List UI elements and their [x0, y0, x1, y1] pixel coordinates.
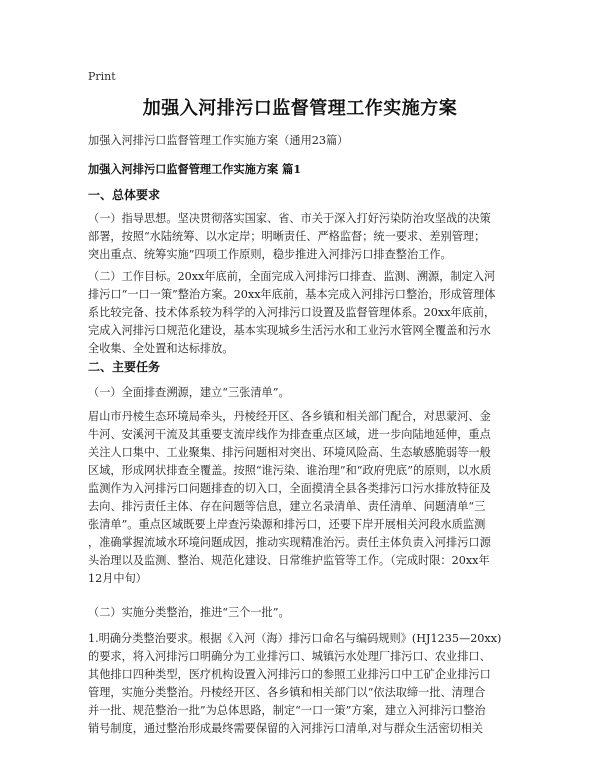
paragraph-line: 突出重点、统筹实施”四项工作原则，稳步推进入河排污口排查整治工作。	[88, 248, 452, 261]
paragraph-line: 其他排口四种类型，医疗机构设置入河排污口的参照工业排污口中工矿企业排污口	[88, 668, 491, 681]
paragraph-line: （二）工作目标。20xx年底前，全面完成入河排污口排查、监测、溯源，制定入河	[88, 270, 496, 283]
document-subtitle: 加强入河排污口监督管理工作实施方案（通用23篇）	[88, 134, 349, 147]
paragraph-line: 12月中旬）	[88, 572, 147, 585]
paragraph-line: 的要求，将入河排污口明确分为工业排污口、城镇污水处理厂排污口、农业排口、	[88, 650, 491, 663]
paragraph-line: 监测作为入河排污口问题排查的切入口，全面摸清全县各类排污口污水排放特征及	[88, 482, 491, 495]
paragraph-line: ，准确掌握流域水环境问题成因，推动实现精准治污。责任主体负责入河排污口源	[88, 536, 491, 549]
paragraph-line: 管理，实施分类整治。丹棱经开区、各乡镇和相关部门以“依法取缔一批、清理合	[88, 686, 486, 699]
paragraph-line: （一）指导思想。坚决贯彻落实国家、省、市关于深入打好污染防治攻坚战的决策	[88, 212, 491, 225]
paragraph-line: 全收集、全处置和达标排放。	[88, 342, 234, 355]
paragraph-task2-heading: （二）实施分类整治，推进“三个一批”。	[88, 606, 290, 619]
paragraph-line: 区域，形成网状排查全覆盖。按照“谁污染、谁治理”和“政府兜底”的原则，以水质	[88, 464, 492, 477]
paragraph-line: 头治理以及监测、整治、规范化建设、日常维护监管等工作。（完成时限：20xx年	[88, 554, 490, 567]
section1-heading: 一、总体要求	[88, 188, 161, 202]
part-heading: 加强入河排污口监督管理工作实施方案 篇1	[88, 162, 302, 176]
paragraph-line: 张清单”。重点区域既要上岸查污染源和排污口，还要下岸开展相关河段水质监测	[88, 518, 486, 531]
paragraph-line: 牛河、安溪河干流及其重要支流岸线作为排查重点区域，进一步向陆地延伸，重点	[88, 428, 491, 441]
paragraph-line: 眉山市丹棱生态环境局牵头，丹棱经开区、各乡镇和相关部门配合，对思蒙河、金	[88, 410, 491, 423]
paragraph-line: 并一批、规范整治一批”为总体思路，制定“一口一策”方案，建立入河排污口整治	[88, 704, 486, 717]
paragraph-line: 系比较完备、技术体系较为科学的入河排污口设置及监督管理体系。20xx年底前，	[88, 306, 496, 319]
paragraph-line: 1.明确分类整治要求。根据《入河（海）排污口命名与编码规则》(HJ1235—20xx)	[88, 632, 502, 645]
paragraph-guiding-ideology	[88, 210, 518, 264]
paragraph-task2-body	[88, 630, 518, 738]
paragraph-line: 销号制度，通过整治形成最终需要保留的入河排污口清单,对与群众生活密切相关	[88, 722, 484, 735]
paragraph-task1-heading: （一）全面排查溯源，建立“三张清单”。	[88, 386, 290, 399]
paragraph-line: 去向、排污责任主体、存在问题等信息，建立名录清单、责任清单、问题清单“三	[88, 500, 486, 513]
paragraph-task1-body	[88, 408, 518, 588]
paragraph-line: 关注人口集中、工业聚集、排污问题相对突出、环境风险高、生态敏感脆弱等一般	[88, 446, 491, 459]
paragraph-line: 排污口“一口一策”整治方案。20xx年底前，基本完成入河排污口整治，形成管理体	[88, 288, 496, 301]
document-title: 加强入河排污口监督管理工作实施方案	[142, 98, 458, 119]
paragraph-line: 部署，按照“水陆统筹、以水定岸；明晰责任、严格监督；统一要求、差别管理；	[88, 230, 486, 243]
paragraph-line: 完成入河排污口规范化建设，基本实现城乡生活污水和工业污水管网全覆盖和污水	[88, 324, 491, 337]
paragraph-work-goals	[88, 268, 518, 358]
print-link[interactable]: Print	[88, 70, 116, 83]
section2-heading: 二、主要任务	[88, 360, 161, 374]
